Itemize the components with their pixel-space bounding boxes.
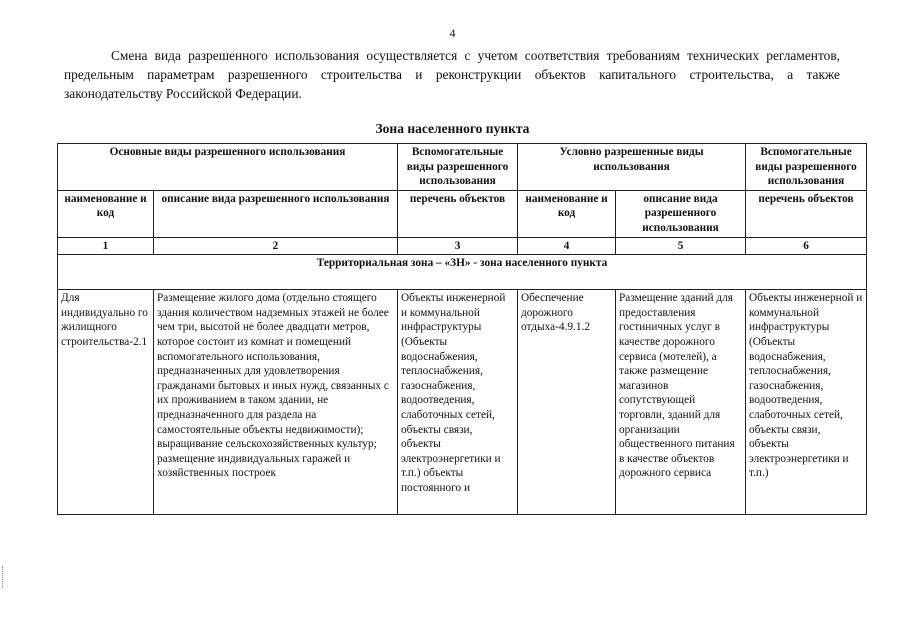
cell-auxiliary-objects: Объекты инженерной и коммунальной инфраструктуры (Объекты водоснабжения, теплоснабжения, газоснабжения, водоотведения, слаботочных сетей, объекты связи, объекты электроэнергетики и т.п.) объекты постоянного и bbox=[398, 290, 518, 515]
column-number: 1 bbox=[58, 237, 154, 255]
intro-paragraph: Смена вида разрешенного использования осуществляется с учетом соответствия требованиям технических регламентов, предельным параметрам разрешенного строительства и реконструкции объектов капитального строительства, а также законодательству Российской Федерации. bbox=[64, 48, 840, 101]
column-number: 3 bbox=[398, 237, 518, 255]
cell-auxiliary-objects-2: Объекты инженерной и коммунальной инфраструктуры (Объекты водоснабжения, теплоснабжения, газоснабжения, водоотведения, слаботочных сетей, объекты связи, объекты электроэнергетики и т.п.) bbox=[746, 290, 867, 515]
table-sub-header-row bbox=[58, 190, 867, 237]
column-number: 2 bbox=[154, 237, 398, 255]
zone-row-label: Территориальная зона – «ЗН» - зона населенного пункта bbox=[58, 255, 867, 290]
cell-main-description: Размещение жилого дома (отдельно стоящего здания количеством надземных этажей не более чем три, высотой не более двадцати метров, которое состоит из комнат и помещений вспомогательного использования, предназначенных для удовлетворения гражданами бытовых и иных нужд, связанных с их проживанием в таком здании, не предназначенного для раздела на самостоятельные объекты недвижимости); выращивание сельскохозяйственных культур; размещение индивидуальных гаражей и хозяйственных построек bbox=[154, 290, 398, 515]
cell-conditional-name-code: Обеспечение дорожного отдыха-4.9.1.2 bbox=[518, 290, 616, 515]
subheader-description-2: описание вида разрешенного использования bbox=[616, 190, 746, 237]
table-group-header-row bbox=[58, 144, 867, 191]
header-main-uses: Основные виды разрешенного использования bbox=[58, 144, 398, 191]
cell-conditional-description: Размещение зданий для предоставления гостиничных услуг в качестве дорожного сервиса (мотелей), а также размещение магазинов сопутствующей торговли, зданий для организации общественного питания в качестве объектов дорожного сервиса bbox=[616, 290, 746, 515]
page-number: 4 bbox=[449, 26, 456, 40]
land-use-table bbox=[57, 143, 867, 515]
margin-mark bbox=[2, 566, 4, 588]
subheader-name-code-2: наименование и код bbox=[518, 190, 616, 237]
header-auxiliary-uses-2: Вспомогательные виды разрешенного использования bbox=[746, 144, 867, 191]
column-number: 6 bbox=[746, 237, 867, 255]
subheader-description: описание вида разрешенного использования bbox=[154, 190, 398, 237]
column-number: 4 bbox=[518, 237, 616, 255]
cell-main-name-code: Для индивидуально го жилищного строительства-2.1 bbox=[58, 290, 154, 515]
subheader-name-code: наименование и код bbox=[58, 190, 154, 237]
zone-title: Зона населенного пункта bbox=[375, 121, 530, 136]
subheader-objects-2: перечень объектов bbox=[746, 190, 867, 237]
zone-row bbox=[58, 255, 867, 290]
header-conditional-uses: Условно разрешенные виды использования bbox=[518, 144, 746, 191]
subheader-objects: перечень объектов bbox=[398, 190, 518, 237]
column-number: 5 bbox=[616, 237, 746, 255]
column-number-row bbox=[58, 237, 867, 255]
table-row bbox=[58, 290, 867, 515]
header-auxiliary-uses: Вспомогательные виды разрешенного использования bbox=[398, 144, 518, 191]
